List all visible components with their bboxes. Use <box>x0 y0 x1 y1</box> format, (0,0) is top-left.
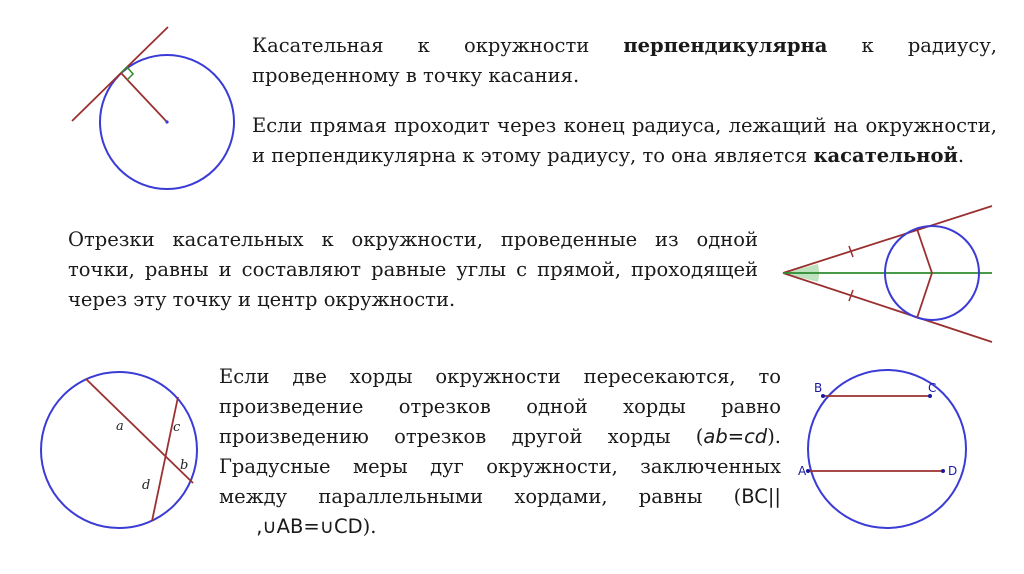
label-D: D <box>948 464 958 478</box>
rule3-text: Отрезки касательных к окружности, проведенные из одной точки, равны и составляют равные углы с прямой, проходящей через эту точку и центр окружности. <box>68 228 758 311</box>
radius-lower <box>917 273 932 318</box>
figure-tangent-radius <box>72 27 234 189</box>
label-c: c <box>173 420 181 435</box>
rule4-text-2: ). Градусные меры дуг окружности, заключенных между параллельными хордами, равны ( <box>219 425 781 508</box>
center-point-1 <box>165 120 168 123</box>
chord-cd <box>152 397 178 521</box>
radius-1 <box>121 73 167 122</box>
label-A: A <box>798 464 807 478</box>
tangent-lower <box>783 273 992 342</box>
rule2-bold-term: касательной <box>813 144 958 167</box>
figure-intersecting-chords <box>41 372 197 528</box>
rule4-formula-arcs: ,∪AB=∪CD <box>256 515 363 538</box>
circle-4 <box>808 370 966 528</box>
radius-upper <box>917 229 932 273</box>
rule4-formula-ab-cd: ab=cd <box>703 425 768 448</box>
rule1-text-after: к радиусу, проведенному в точку касания. <box>252 34 998 87</box>
rule1-text-before: Касательная к окружности <box>252 34 624 57</box>
label-a: a <box>116 419 124 434</box>
label-B: B <box>814 381 823 395</box>
circle-3 <box>41 372 197 528</box>
label-d: d <box>142 478 151 493</box>
rule4-text-3: ). <box>362 515 377 538</box>
tangent-upper <box>783 206 992 273</box>
rule4-formula-bc-parallel: BC|| <box>741 485 781 508</box>
point-a <box>806 469 810 473</box>
label-C: C <box>928 381 937 395</box>
figure-tangent-segments <box>783 206 992 342</box>
label-b: b <box>180 458 189 473</box>
point-d <box>941 469 945 473</box>
rule1-bold-term: перпендикулярна <box>623 34 828 57</box>
rule2-text-after: . <box>957 144 965 167</box>
rule2-text-before: Если прямая проходит через конец радиуса, лежащий на окружности, и перпендикулярна к этому радиусу, то она является <box>252 114 997 167</box>
rule4-text-1: Если две хорды окружности пересекаются, то произведение отрезков одной хорды равно произведению отрезков другой хорды ( <box>219 365 781 448</box>
figure-parallel-chords <box>798 370 966 528</box>
